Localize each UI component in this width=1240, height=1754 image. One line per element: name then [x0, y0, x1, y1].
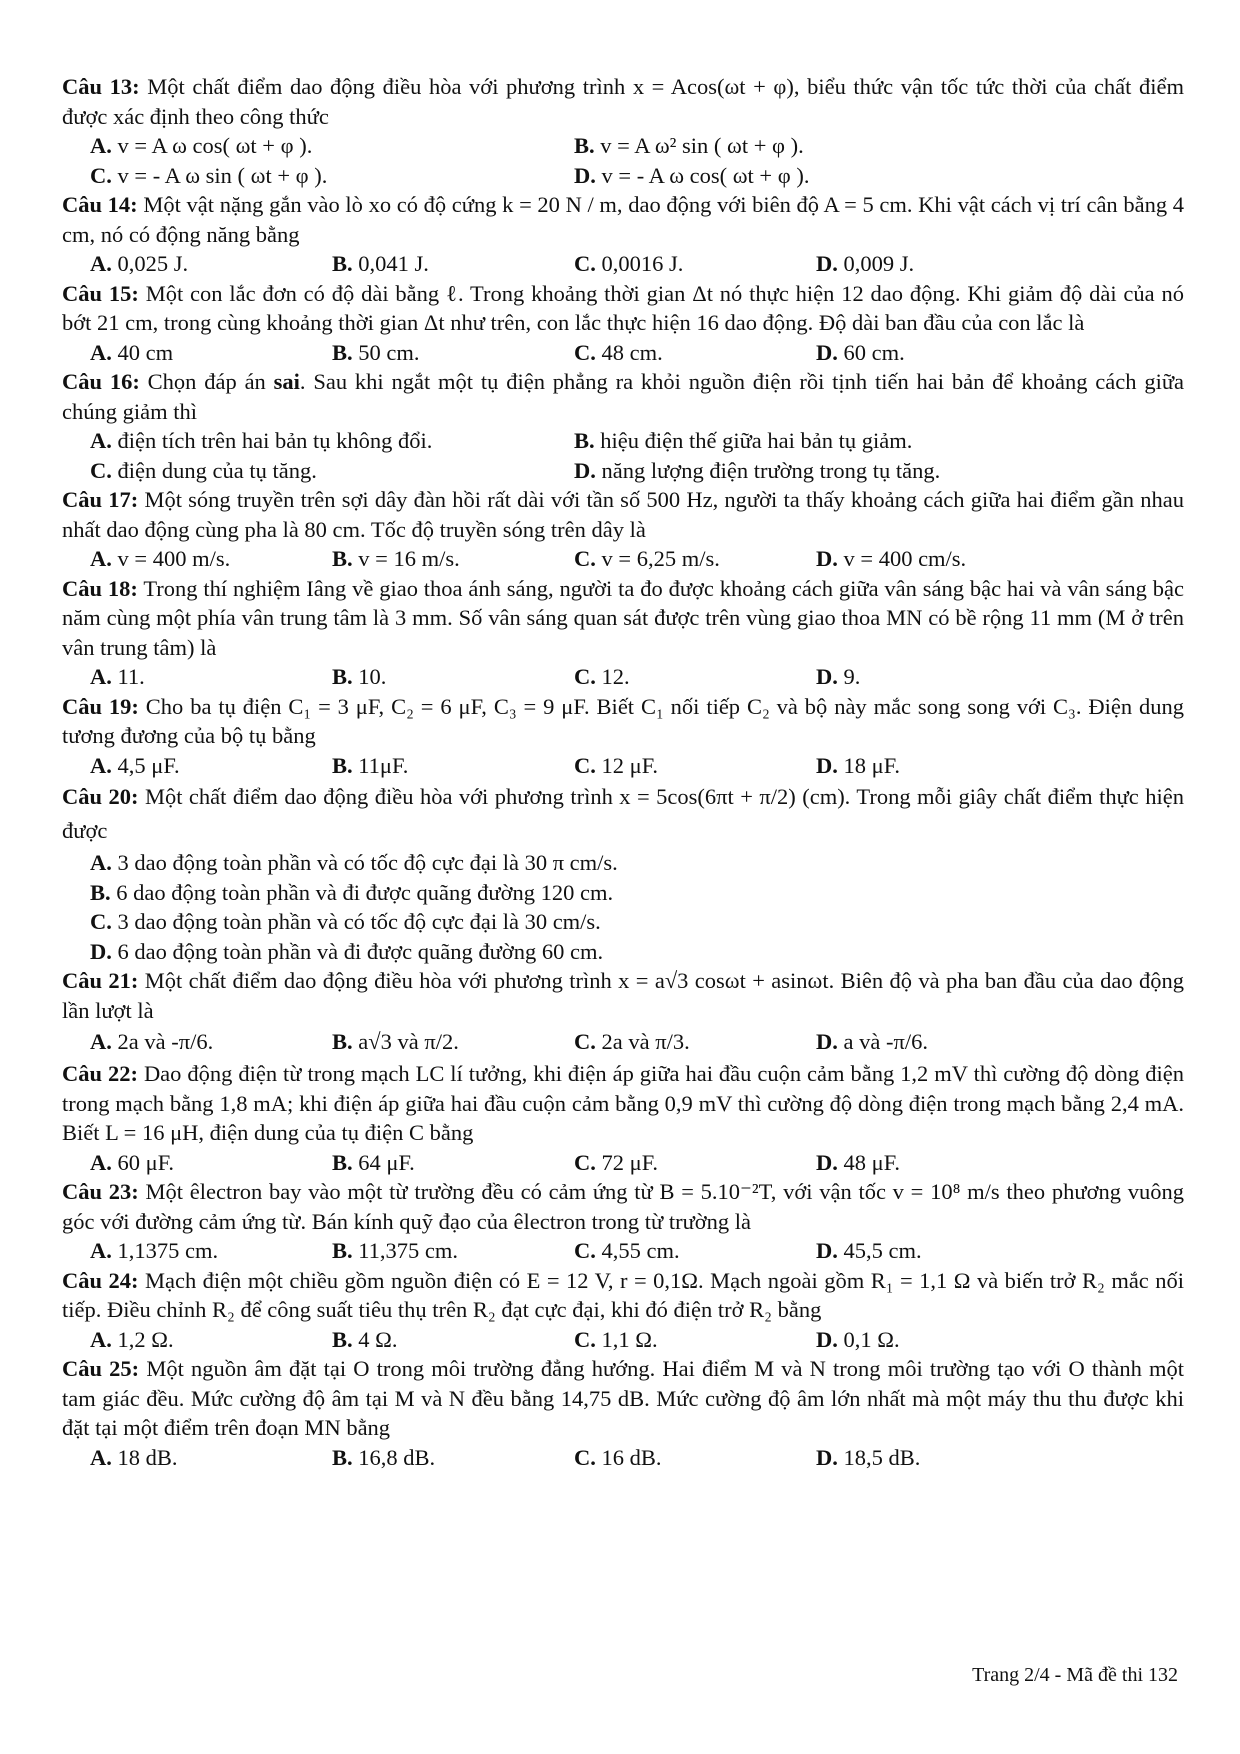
question-stem [62, 1177, 1184, 1236]
question-stem-text: Mạch điện một chiều gồm nguồn điện có E = 12 V, r = 0,1Ω. Mạch ngoài gồm R₁ = 1,1 Ω và biến trở R₂ mắc nối tiếp. Điều chỉnh R₂ để công suất tiêu thụ trên R₂ đạt cực đại, khi đó điện trở R₂ bằng [62, 1267, 1185, 1322]
option-key: A. [90, 546, 112, 571]
question-stem-text: Một sóng truyền trên sợi dây đàn hồi rất dài với tần số 500 Hz, người ta thấy khoảng cách giữa hai điểm gần nhau nhất dao động cùng pha là 80 cm. Tốc độ truyền sóng trên dây là [62, 487, 1184, 542]
answer-options [62, 1148, 1184, 1178]
answer-option [574, 1443, 816, 1473]
question-label: Câu 18: [62, 575, 138, 601]
question-stem [62, 1059, 1184, 1148]
option-text: 50 cm. [358, 339, 420, 365]
option-key: D. [816, 1326, 838, 1352]
answer-options [62, 848, 1184, 966]
option-key: B. [574, 133, 595, 158]
option-key: B. [574, 428, 595, 453]
answer-option [574, 131, 1058, 161]
question-stem [62, 1354, 1184, 1443]
answer-option [90, 1443, 332, 1473]
question [62, 692, 1184, 781]
answer-option [574, 1025, 816, 1059]
option-key: C. [574, 251, 596, 276]
answer-option [332, 1443, 574, 1473]
option-text: 12 μF. [601, 752, 659, 778]
answer-options [62, 751, 1184, 781]
answer-option [574, 1236, 816, 1266]
option-text: điện tích trên hai bản tụ không đổi. [117, 428, 433, 453]
option-text: 18,5 dB. [843, 1444, 921, 1470]
answer-option [90, 131, 574, 161]
option-key: B. [332, 1149, 353, 1175]
answer-option [90, 1148, 332, 1178]
option-key: C. [574, 1149, 596, 1175]
question-stem [62, 190, 1184, 249]
option-text: v = A ω cos( ωt + φ ). [117, 133, 313, 158]
option-text: 2a và -π/6. [117, 1029, 214, 1054]
question-stem [62, 485, 1184, 544]
answer-options [62, 1443, 1184, 1473]
option-text: hiệu điện thế giữa hai bản tụ giảm. [600, 428, 913, 453]
option-text: 6 dao động toàn phần và đi được quãng đường 60 cm. [117, 938, 604, 964]
option-key: A. [90, 133, 112, 158]
answer-option [816, 751, 1058, 781]
question [62, 279, 1184, 368]
option-key: C. [574, 339, 596, 365]
question [62, 1354, 1184, 1472]
answer-option [574, 249, 816, 279]
answer-option [816, 1236, 1058, 1266]
option-text: điện dung của tụ tăng. [117, 457, 317, 483]
option-key: C. [574, 1238, 596, 1263]
answer-option [90, 907, 1184, 937]
option-text: 0,009 J. [843, 251, 915, 276]
answer-option [90, 249, 332, 279]
question [62, 72, 1184, 190]
question-label: Câu 22: [62, 1061, 138, 1086]
option-key: B. [332, 546, 353, 571]
option-key: D. [90, 938, 112, 964]
answer-option [90, 456, 574, 486]
question [62, 1177, 1184, 1266]
option-key: A. [90, 1238, 112, 1263]
option-text: 6 dao động toàn phần và đi được quãng đường 120 cm. [116, 879, 614, 905]
question [62, 780, 1184, 966]
option-key: B. [332, 339, 353, 365]
question-stem-text: Trong thí nghiệm Iâng về giao thoa ánh sáng, người ta đo được khoảng cách giữa vân sáng bậc hai và vân sáng bậc năm cùng một phía vân trung tâm là 3 mm. Số vân sáng quan sát được trên vùng giao thoa MN có bề rộng 11 mm (M ở trên vân trung tâm) là [62, 575, 1185, 660]
question-label: Câu 13: [62, 74, 140, 99]
answer-option [574, 338, 816, 368]
question-stem-prefix: Chọn đáp án [147, 369, 274, 394]
question-label: Câu 15: [62, 280, 139, 306]
page-footer: Trang 2/4 - Mã đề thi 132 [972, 1664, 1178, 1686]
option-text: 1,1375 cm. [117, 1238, 219, 1263]
answer-option [90, 1025, 332, 1059]
option-text: 16 dB. [601, 1444, 662, 1470]
option-text: 4,5 μF. [117, 752, 180, 778]
question [62, 190, 1184, 279]
option-key: D. [816, 546, 838, 571]
option-text: 64 μF. [358, 1149, 415, 1175]
option-text: 18 dB. [117, 1444, 178, 1470]
question-stem [62, 574, 1184, 663]
option-text: 11μF. [358, 752, 409, 778]
option-key: B. [332, 1238, 353, 1263]
answer-option [816, 249, 1058, 279]
answer-option [332, 1148, 574, 1178]
question-stem-text: . Sau khi ngắt một tụ điện phẳng ra khỏi nguồn điện rồi tịnh tiến hai bản để khoảng cách giữa chúng giảm thì [62, 369, 1185, 424]
option-key: D. [816, 1149, 838, 1175]
option-key: B. [332, 664, 353, 689]
answer-option [332, 751, 574, 781]
option-text: v = A ω² sin ( ωt + φ ). [600, 133, 804, 158]
answer-options [62, 1325, 1184, 1355]
question [62, 966, 1184, 1059]
option-text: năng lượng điện trường trong tụ tăng. [601, 457, 941, 483]
answer-option [574, 456, 1058, 486]
question-stem [62, 780, 1184, 848]
answer-option [816, 1325, 1058, 1355]
option-text: 18 μF. [843, 752, 901, 778]
question [62, 1059, 1184, 1177]
answer-option [332, 1025, 574, 1059]
question-stem-text: Dao động điện từ trong mạch LC lí tưởng, khi điện áp giữa hai đầu cuộn cảm bằng 1,2 mV thì cường độ dòng điện trong mạch bằng 1,8 mA; khi điện áp giữa hai đầu cuộn cảm bằng 0,9 mV thì cường độ dòng điện trong mạch bằng 2,4 mA. Biết L = 16 μH, điện dung của tụ điện C bằng [62, 1061, 1184, 1145]
exam-page [62, 72, 1184, 1472]
option-text: 0,025 J. [117, 251, 189, 276]
question-label: Câu 23: [62, 1179, 139, 1204]
question-stem-emphasis: sai [273, 369, 300, 394]
option-key: A. [90, 1326, 112, 1352]
answer-option [332, 249, 574, 279]
question [62, 574, 1184, 692]
question-label: Câu 21: [62, 968, 139, 993]
option-key: D. [816, 1029, 838, 1054]
answer-options [62, 338, 1184, 368]
option-text: 40 cm [117, 339, 174, 365]
option-key: D. [816, 339, 838, 365]
option-text: 0,1 Ω. [843, 1326, 900, 1352]
answer-option [574, 1325, 816, 1355]
answer-option [332, 1236, 574, 1266]
answer-option [574, 662, 816, 692]
answer-option [90, 544, 332, 574]
answer-option [816, 1025, 1058, 1059]
option-text: 16,8 dB. [358, 1444, 436, 1470]
option-key: C. [574, 1326, 596, 1352]
option-text: a và -π/6. [843, 1029, 928, 1054]
option-text: 1,1 Ω. [601, 1326, 658, 1352]
question-label: Câu 17: [62, 487, 139, 512]
answer-options [62, 426, 1184, 485]
option-text: 48 cm. [601, 339, 663, 365]
question-stem [62, 367, 1184, 426]
option-key: C. [574, 1444, 596, 1470]
question-stem-text: Một con lắc đơn có độ dài bằng ℓ. Trong khoảng thời gian Δt nó thực hiện 12 dao động. Khi giảm độ dài của nó bớt 21 cm, trong cùng khoảng thời gian Δt như trên, con lắc thực hiện 16 dao động. Độ dài ban đầu của con lắc là [62, 280, 1184, 335]
answer-options [62, 544, 1184, 574]
question-label: Câu 20: [62, 784, 139, 809]
answer-option [90, 878, 1184, 908]
option-text: v = 400 cm/s. [843, 546, 967, 571]
option-key: C. [574, 752, 596, 778]
option-text: 9. [843, 664, 861, 689]
option-text: 4 Ω. [358, 1326, 398, 1352]
question-label: Câu 16: [62, 369, 140, 394]
option-key: B. [332, 1326, 353, 1352]
question-stem [62, 692, 1184, 751]
option-key: B. [90, 879, 111, 905]
option-text: a√3 và π/2. [358, 1029, 459, 1054]
option-key: C. [90, 162, 112, 188]
option-key: A. [90, 251, 112, 276]
question-stem [62, 279, 1184, 338]
answer-option [90, 426, 574, 456]
answer-option [574, 1148, 816, 1178]
answer-option [816, 544, 1058, 574]
option-key: D. [816, 1444, 838, 1470]
option-text: 3 dao động toàn phần và có tốc độ cực đại là 30 π cm/s. [117, 850, 618, 875]
answer-option [816, 338, 1058, 368]
answer-option [816, 1148, 1058, 1178]
answer-option [90, 751, 332, 781]
answer-option [574, 544, 816, 574]
answer-option [90, 161, 574, 191]
option-text: 12. [601, 664, 630, 689]
option-text: v = 16 m/s. [358, 546, 460, 571]
option-text: v = 400 m/s. [117, 546, 231, 571]
option-key: A. [90, 752, 112, 778]
question-stem [62, 1266, 1184, 1325]
option-key: A. [90, 1444, 112, 1470]
option-key: A. [90, 664, 112, 689]
option-text: 1,2 Ω. [117, 1326, 174, 1352]
answer-option [90, 1325, 332, 1355]
option-text: 4,55 cm. [601, 1238, 680, 1263]
question-label: Câu 19: [62, 693, 139, 719]
answer-option [90, 1236, 332, 1266]
answer-option [90, 662, 332, 692]
option-text: 60 μF. [117, 1149, 175, 1175]
option-key: B. [332, 1444, 353, 1470]
option-text: 3 dao động toàn phần và có tốc độ cực đại là 30 cm/s. [117, 909, 601, 934]
option-text: 0,0016 J. [601, 251, 684, 276]
option-key: A. [90, 339, 112, 365]
option-key: A. [90, 428, 112, 453]
answer-option [574, 161, 1058, 191]
option-key: B. [332, 251, 353, 276]
answer-option [90, 848, 1184, 878]
option-text: 10. [358, 664, 387, 689]
question-stem-text: Một vật nặng gắn vào lò xo có độ cứng k = 20 N / m, dao động với biên độ A = 5 cm. Khi vật cách vị trí cân bằng 4 cm, nó có động năng bằng [62, 192, 1184, 247]
question [62, 1266, 1184, 1355]
option-key: D. [816, 1238, 838, 1263]
question-stem-text: Một chất điểm dao động điều hòa với phương trình x = a√3 cosωt + asinωt. Biên độ và pha ban đầu của dao động lần lượt là [62, 968, 1184, 1023]
answer-option [332, 544, 574, 574]
option-key: D. [816, 251, 838, 276]
question [62, 367, 1184, 485]
option-key: B. [332, 752, 353, 778]
option-text: v = - A ω cos( ωt + φ ). [601, 162, 810, 188]
question-label: Câu 14: [62, 192, 138, 217]
answer-option [816, 662, 1058, 692]
option-key: C. [574, 1029, 596, 1054]
answer-options [62, 1236, 1184, 1266]
option-key: D. [574, 457, 596, 483]
answer-option [574, 751, 816, 781]
option-key: D. [816, 664, 838, 689]
option-key: C. [90, 457, 112, 483]
option-key: A. [90, 1149, 112, 1175]
question [62, 485, 1184, 574]
question-stem-text: Một êlectron bay vào một từ trường đều có cảm ứng từ B = 5.10⁻²T, với vận tốc v = 10⁸ m/s theo phương vuông góc với đường cảm ứng từ. Bán kính quỹ đạo của êlectron trong từ trường là [62, 1179, 1184, 1234]
answer-option [90, 937, 1184, 967]
option-text: 0,041 J. [358, 251, 429, 276]
option-text: 11. [117, 664, 145, 689]
question-label: Câu 24: [62, 1267, 139, 1293]
option-key: B. [332, 1029, 353, 1054]
question-stem [62, 966, 1184, 1025]
answer-option [90, 338, 332, 368]
answer-option [332, 1325, 574, 1355]
option-key: D. [574, 162, 596, 188]
answer-option [816, 1443, 1058, 1473]
answer-option [332, 662, 574, 692]
answer-options [62, 662, 1184, 692]
option-text: 60 cm. [843, 339, 905, 365]
question-stem-text: Một chất điểm dao động điều hòa với phương trình x = Acos(ωt + φ), biểu thức vận tốc tức thời của chất điểm được xác định theo công thức [62, 74, 1185, 129]
option-text: 48 μF. [843, 1149, 901, 1175]
option-text: v = - A ω sin ( ωt + φ ). [117, 162, 328, 188]
option-text: 72 μF. [601, 1149, 659, 1175]
option-text: 11,375 cm. [358, 1238, 459, 1263]
question-label: Câu 25: [62, 1356, 140, 1381]
option-text: v = 6,25 m/s. [601, 546, 720, 571]
option-key: D. [816, 752, 838, 778]
answer-options [62, 249, 1184, 279]
option-key: C. [574, 546, 596, 571]
option-key: C. [90, 909, 112, 934]
option-key: A. [90, 850, 112, 875]
option-key: C. [574, 664, 596, 689]
option-key: A. [90, 1029, 112, 1054]
question-stem-text: Một chất điểm dao động điều hòa với phương trình x = 5cos(6πt + π/2) (cm). Trong mỗi giây chất điểm thực hiện được [62, 784, 1184, 843]
question-stem-text: Cho ba tụ điện C₁ = 3 μF, C₂ = 6 μF, C₃ = 9 μF. Biết C₁ nối tiếp C₂ và bộ này mắc song song với C₃. Điện dung tương đương của bộ tụ bằng [62, 693, 1184, 748]
answer-options [62, 1025, 1184, 1059]
option-text: 45,5 cm. [843, 1238, 922, 1263]
option-text: 2a và π/3. [601, 1029, 690, 1054]
answer-options [62, 131, 1184, 190]
question-stem-text: Một nguồn âm đặt tại O trong môi trường đẳng hướng. Hai điểm M và N trong môi trường tạo với O thành một tam giác đều. Mức cường độ âm tại M và N đều bằng 14,75 dB. Mức cường độ âm lớn nhất mà một máy thu thu được khi đặt tại một điểm trên đoạn MN bằng [62, 1356, 1185, 1440]
answer-option [574, 426, 1058, 456]
question-stem [62, 72, 1184, 131]
answer-option [332, 338, 574, 368]
